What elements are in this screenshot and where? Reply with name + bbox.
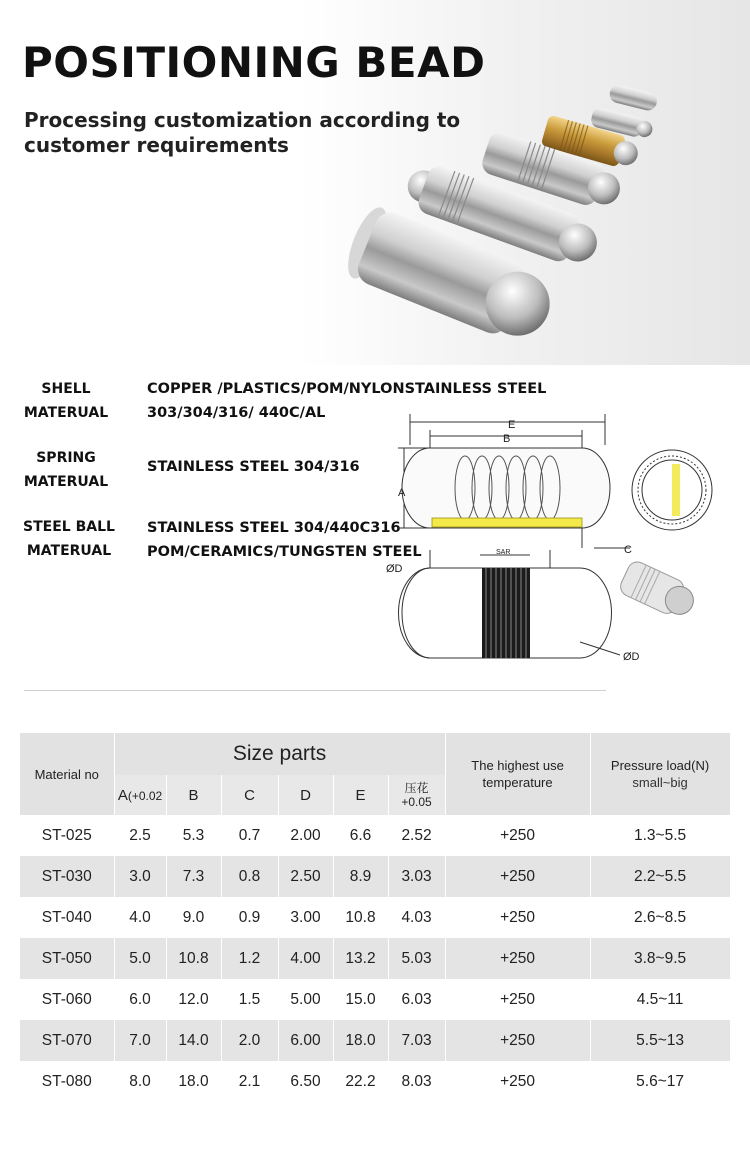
size-parts-header: Size parts <box>114 733 445 775</box>
table-cell: 15.0 <box>333 979 388 1020</box>
col-header-knurl: 压花 +0.05 <box>388 775 445 815</box>
table-row <box>20 815 730 856</box>
col-header-a: A(+0.02 <box>114 775 166 815</box>
table-row <box>20 1020 730 1061</box>
dim-label-e: E <box>508 419 516 431</box>
table-cell: 6.03 <box>388 979 445 1020</box>
table-cell: 5.03 <box>388 938 445 979</box>
dim-label-a: A <box>398 487 406 499</box>
temperature-header: The highest use temperature <box>445 733 590 815</box>
table-cell: 5.3 <box>166 815 221 856</box>
shell-material-label: SHELL MATERUAL <box>23 381 109 421</box>
section-divider <box>24 690 606 691</box>
table-cell: 6.00 <box>278 1020 333 1061</box>
table-cell: 1.3~5.5 <box>590 815 730 856</box>
table-cell: 12.0 <box>166 979 221 1020</box>
table-cell: 5.0 <box>114 938 166 979</box>
table-cell: 4.00 <box>278 938 333 979</box>
table-cell: +250 <box>445 815 590 856</box>
table-cell: 8.9 <box>333 856 388 897</box>
table-cell: 2.2~5.5 <box>590 856 730 897</box>
table-row <box>20 1061 730 1102</box>
table-cell: 5.6~17 <box>590 1061 730 1102</box>
table-cell: 14.0 <box>166 1020 221 1061</box>
table-cell: 4.03 <box>388 897 445 938</box>
table-cell: 18.0 <box>333 1020 388 1061</box>
table-cell: 8.0 <box>114 1061 166 1102</box>
page-title: POSITIONING BEAD <box>22 38 486 87</box>
steel-ball-material-value: STAINLESS STEEL 304/440C316 POM/CERAMICS/TUNGSTEN STEEL <box>147 520 422 560</box>
table-cell: 1.5 <box>221 979 278 1020</box>
table-cell: 4.0 <box>114 897 166 938</box>
col-header-d: D <box>278 775 333 815</box>
table-cell: 10.8 <box>166 938 221 979</box>
table-cell: 2.00 <box>278 815 333 856</box>
table-cell: 8.03 <box>388 1061 445 1102</box>
technical-drawing <box>370 400 715 685</box>
dim-label-knurl: SAR <box>496 549 511 556</box>
shell-material-value: COPPER /PLASTICS/POM/NYLONSTAINLESS STEEL 303/304/316/ 440C/AL <box>147 381 547 421</box>
col-header-c: C <box>221 775 278 815</box>
table-cell: 6.6 <box>333 815 388 856</box>
table-cell: 3.0 <box>114 856 166 897</box>
material-no-header: Material no <box>20 733 114 815</box>
table-cell: 13.2 <box>333 938 388 979</box>
size-parts-table <box>20 733 731 1102</box>
page-subtitle: Processing customization according to customer requirements <box>24 108 461 157</box>
table-cell: 3.8~9.5 <box>590 938 730 979</box>
table-cell: 3.03 <box>388 856 445 897</box>
table-row <box>20 897 730 938</box>
table-cell: 6.0 <box>114 979 166 1020</box>
table-cell: 2.52 <box>388 815 445 856</box>
table-cell: ST-060 <box>20 979 114 1020</box>
spring-material-label: SPRING MATERUAL <box>23 450 109 490</box>
table-cell: 5.5~13 <box>590 1020 730 1061</box>
col-header-e: E <box>333 775 388 815</box>
table-cell: +250 <box>445 979 590 1020</box>
table-cell: +250 <box>445 1020 590 1061</box>
table-cell: 3.00 <box>278 897 333 938</box>
table-cell: 18.0 <box>166 1061 221 1102</box>
table-cell: 9.0 <box>166 897 221 938</box>
dim-label-diameter-bottom: ØD <box>623 651 640 663</box>
table-cell: ST-040 <box>20 897 114 938</box>
table-cell: ST-070 <box>20 1020 114 1061</box>
table-cell: 7.03 <box>388 1020 445 1061</box>
table-row <box>20 979 730 1020</box>
table-cell: 2.6~8.5 <box>590 897 730 938</box>
table-cell: 0.9 <box>221 897 278 938</box>
table-row <box>20 938 730 979</box>
table-cell: +250 <box>445 938 590 979</box>
table-cell: 1.2 <box>221 938 278 979</box>
table-cell: +250 <box>445 856 590 897</box>
dim-label-b: B <box>503 433 511 445</box>
steel-ball-material-label: STEEL BALL MATERUAL <box>23 519 115 559</box>
table-row <box>20 856 730 897</box>
table-cell: ST-030 <box>20 856 114 897</box>
table-cell: 5.00 <box>278 979 333 1020</box>
hero-banner <box>0 0 750 365</box>
col-header-b: B <box>166 775 221 815</box>
dim-label-c: C <box>624 544 632 556</box>
table-cell: ST-050 <box>20 938 114 979</box>
table-cell: 7.3 <box>166 856 221 897</box>
table-cell: 10.8 <box>333 897 388 938</box>
table-cell: +250 <box>445 1061 590 1102</box>
pressure-load-header: Pressure load(N) small~big <box>590 733 730 815</box>
table-cell: +250 <box>445 897 590 938</box>
dim-label-diameter-top: ØD <box>386 563 403 575</box>
table-cell: 2.1 <box>221 1061 278 1102</box>
table-cell: 2.0 <box>221 1020 278 1061</box>
table-cell: 7.0 <box>114 1020 166 1061</box>
table-cell: 2.50 <box>278 856 333 897</box>
table-cell: 2.5 <box>114 815 166 856</box>
table-cell: 22.2 <box>333 1061 388 1102</box>
table-cell: 4.5~11 <box>590 979 730 1020</box>
spring-material-value: STAINLESS STEEL 304/316 <box>147 459 360 475</box>
table-cell: 0.7 <box>221 815 278 856</box>
table-cell: 6.50 <box>278 1061 333 1102</box>
table-cell: ST-025 <box>20 815 114 856</box>
table-cell: ST-080 <box>20 1061 114 1102</box>
table-cell: 0.8 <box>221 856 278 897</box>
